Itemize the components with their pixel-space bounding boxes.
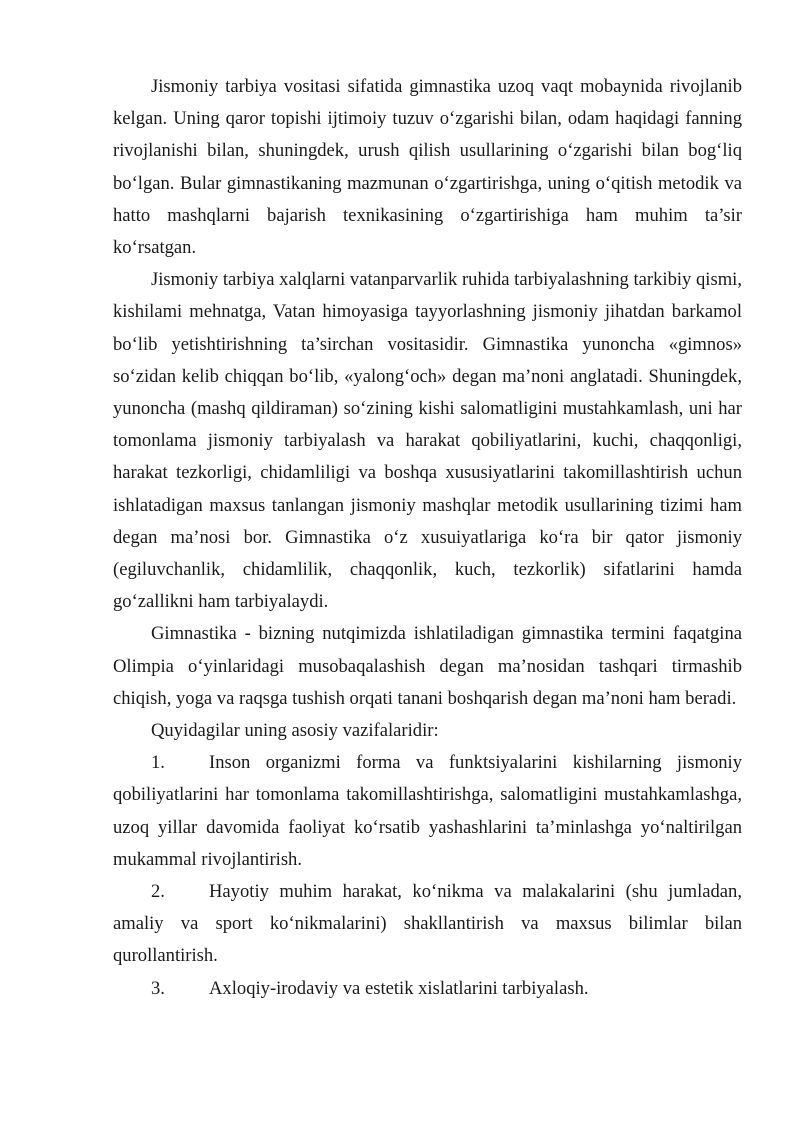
list-item-number: 3. xyxy=(151,977,165,999)
paragraph-gymnastics-term: Gimnastika - bizning nutqimizda ishlatiladigan gimnastika termini faqatgina Olimpia o‘yinlaridagi musobaqalashish degan ma’nosidan tashqari tirmashib chiqish, yoga va raqsga tushish orqati tanani boshqarish degan ma’noni ham beradi. xyxy=(113,623,742,709)
list-item-number: 2. xyxy=(151,881,165,903)
list-item-number: 1. xyxy=(151,752,165,774)
list-item-3 xyxy=(113,973,742,1005)
list-item-text: Inson organizmi forma va funktsiyalarini kishilarning jismoniy qobiliyatlarini har tomonlama takomillashtirishga, salomatligini mustahkamlashga, uzoq yillar davomida faoliyat ko‘rsatib yashashlarini ta’minlashga yo‘naltirilgan mukammal rivojlantirish. xyxy=(113,752,742,870)
paragraph-gymnastics-history: Jismoniy tarbiya vositasi sifatida gimnastika uzoq vaqt mobaynida rivojlanib kelgan. Uning qaror topishi ijtimoiy tuzuv o‘zgarishi bilan, odam haqidagi fanning rivojlanishi bilan, shuningdek, urush qilish usullarining o‘zgarishi bilan bog‘liq bo‘lgan. Bular gimnastikaning mazmunan o‘zgartirishga, uning o‘qitish metodik va hatto mashqlarni bajarish texnikasining o‘zgartirishiga ham muhim ta’sir ko‘rsatgan. xyxy=(113,76,742,259)
list-item-2 xyxy=(113,876,742,973)
document-body xyxy=(113,71,742,1005)
paragraph-tasks-intro: Quyidagilar uning asosiy vazifalaridir: xyxy=(151,720,439,742)
list-item-1 xyxy=(113,747,742,876)
paragraph-physical-education-definition: Jismoniy tarbiya xalqlarni vatanparvarlik ruhida tarbiyalashning tarkibiy qismi, kishilami mehnatga, Vatan himoyasiga tayyorlashning jismoniy jihatdan barkamol bo‘lib yetishtirishning ta’sirchan vositasidir. Gimnastika yunoncha «gimnos» so‘zidan kelib chiqqan bo‘lib, «yalong‘och» degan ma’noni anglatadi. Shuningdek, yunoncha (mashq qildiraman) so‘zining kishi salomatligini mustahkamlash, uni har tomonlama jismoniy tarbiyalash va harakat qobiliyatlarini, kuchi, chaqqonligi, harakat tezkorligi, chidamliligi va boshqa xususiyatlarini takomillashtirish uchun ishlatadigan maxsus tanlangan jismoniy mashqlar metodik usullarining tizimi ham degan ma’nosi bor. Gimnastika o‘z xusuiyatlariga ko‘ra bir qator jismoniy (egiluvchanlik, chidamlilik, chaqqonlik, kuch, tezkorlik) sifatlarini hamda go‘zallikni ham tarbiyalaydi. xyxy=(113,269,742,613)
list-item-text: Axloqiy-irodaviy va estetik xislatlarini tarbiyalash. xyxy=(209,977,589,999)
list-item-text: Hayotiy muhim harakat, ko‘nikma va malakalarini (shu jumladan, amaliy va sport ko‘nikmalarini) shakllantirish va maxsus bilimlar bilan qurollantirish. xyxy=(113,881,742,967)
